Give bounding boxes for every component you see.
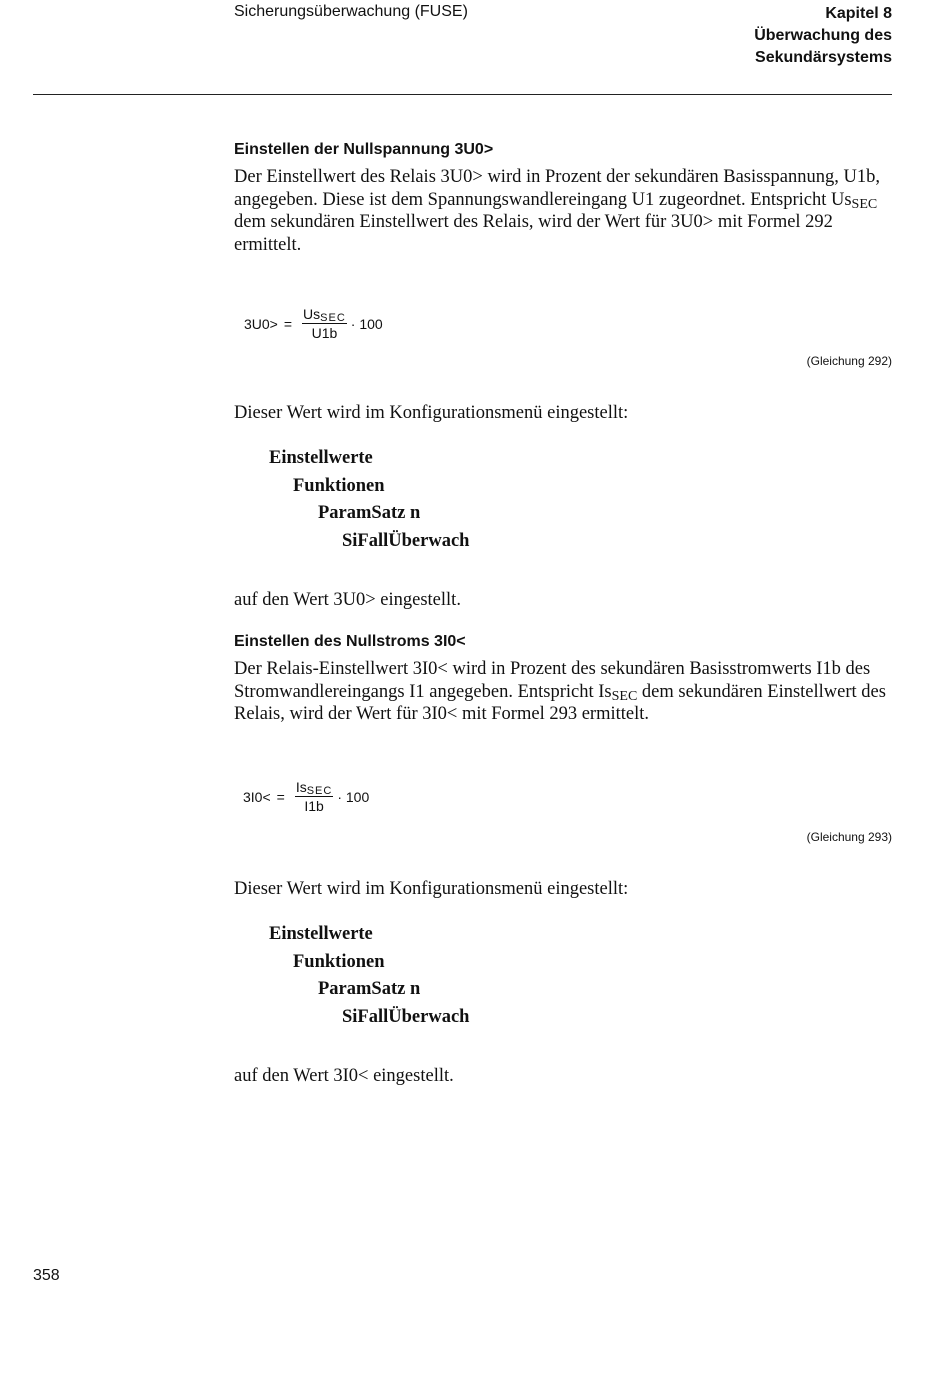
config-outro: auf den Wert 3I0< eingestellt. [234,1066,454,1086]
header-rule [33,94,892,95]
config-intro: Dieser Wert wird im Konfigurationsmenü eingestellt: [234,403,629,423]
formula-293 [243,779,369,814]
section-heading-nullstrom: Einstellen des Nullstroms 3I0< [234,633,466,650]
equation-label-292: (Gleichung 292) [806,354,892,368]
paragraph-nullspannung [234,166,894,256]
menu-path-level3: ParamSatz n [318,503,421,523]
formula-equals: = [276,788,285,805]
menu-path-level2: Funktionen [293,952,385,972]
section-heading-nullspannung: Einstellen der Nullspannung 3U0> [234,141,494,158]
numerator-main: Us [303,306,321,322]
chapter-title-line2: Sekundärsystems [755,49,892,66]
formula-multiplier: · 100 [350,315,383,332]
formula-lhs: 3I0< [243,788,271,805]
paragraph-text: dem sekundären Einstellwert des Relais, wird der Wert für 3U0> mit Formel 292 ermittelt. [234,212,833,255]
page-number: 358 [33,1267,60,1284]
paragraph-text: dem sekundären Einstellwert des Relais, wird der Wert für 3I0< mit Formel 293 ermittelt. [234,681,886,724]
menu-path-level1: Einstellwerte [269,924,373,944]
menu-path-level3: ParamSatz n [318,979,421,999]
menu-path-level2: Funktionen [293,476,385,496]
numerator-sub: SEC [320,312,346,324]
paragraph-text: Der Relais-Einstellwert 3I0< wird in Prozent des sekundären Basisstromwerts I1b des Stromwandlereingangs I1 angegeben. Entspricht Is [234,659,871,702]
chapter-number: Kapitel 8 [825,5,892,22]
chapter-title-line1: Überwachung des [754,27,892,44]
formula-denominator: I1b [304,798,324,814]
config-intro: Dieser Wert wird im Konfigurationsmenü eingestellt: [234,879,629,899]
config-outro: auf den Wert 3U0> eingestellt. [234,590,461,610]
subscript: SEC [851,196,878,212]
formula-multiplier: · 100 [337,788,370,805]
formula-fraction [302,306,347,341]
formula-denominator: U1b [311,325,338,341]
formula-lhs: 3U0> [244,315,278,332]
paragraph-nullstrom [234,658,894,726]
running-header-chapter [754,3,892,69]
formula-fraction [295,779,334,814]
formula-numerator [295,779,334,797]
running-header-section: Sicherungsüberwachung (FUSE) [234,3,468,20]
equation-label-293: (Gleichung 293) [806,830,892,844]
formula-292 [244,306,383,341]
paragraph-text: Der Einstellwert des Relais 3U0> wird in Prozent der sekundären Basisspannung, U1b, angegeben. Diese ist dem Spannungswandlereingang U1 zugeordnet. Entspricht Us [234,167,880,210]
menu-path-level4: SiFallÜberwach [342,531,470,551]
menu-path-level4: SiFallÜberwach [342,1007,470,1027]
formula-numerator [302,306,347,324]
subscript: SEC [611,688,638,704]
numerator-sub: SEC [306,785,333,797]
formula-equals: = [283,315,293,332]
menu-path-level1: Einstellwerte [269,448,373,468]
numerator-main: Is [295,779,307,795]
